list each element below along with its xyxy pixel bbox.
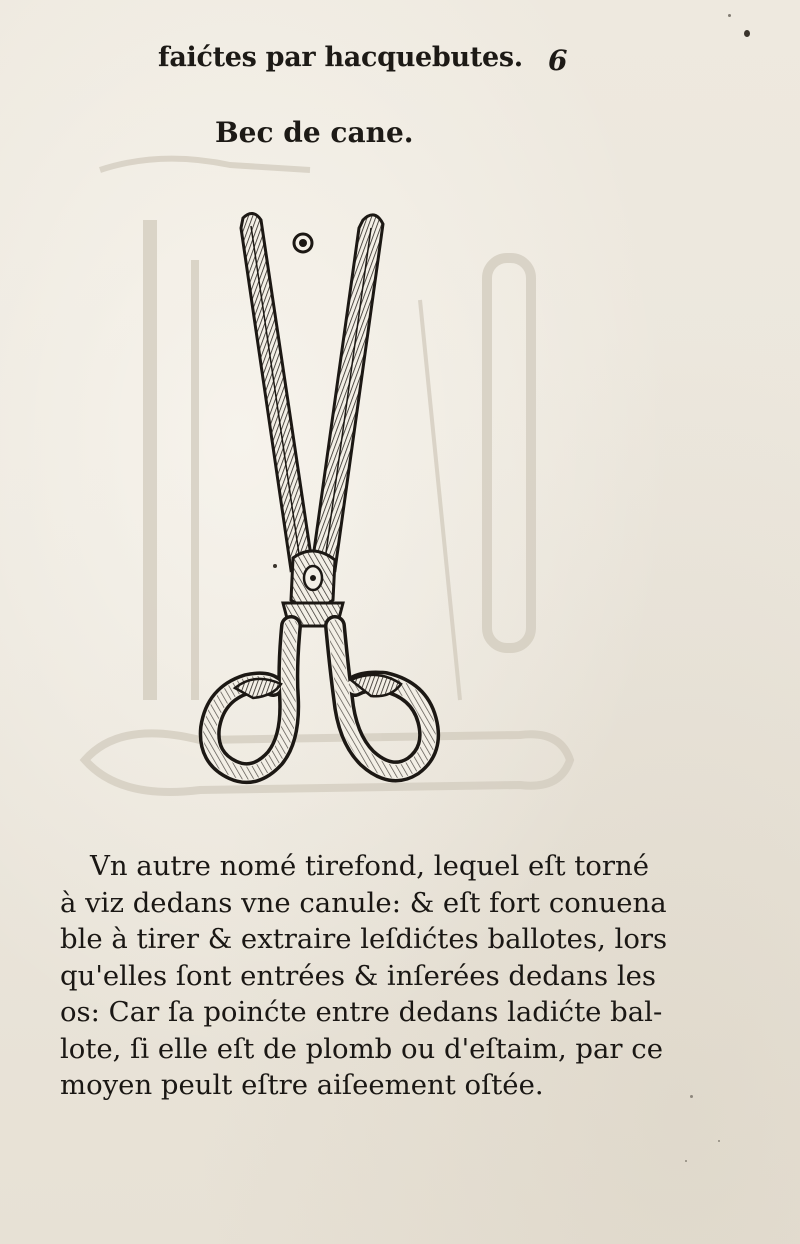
running-head: faićtes par hacquebutes.: [158, 42, 523, 73]
body-line: à viz dedans vne canule: & eſt fort conuena: [60, 886, 667, 919]
paper-speck: [273, 564, 277, 568]
body-line: ble à tirer & extraire leſdićtes ballotes, lors: [60, 923, 668, 955]
paper-speck: [744, 30, 750, 37]
body-line: os: Car ſa poinćte entre dedans ladićte bal-: [60, 996, 663, 1028]
folio-number: 6: [548, 44, 568, 77]
paper-speck: [718, 1140, 720, 1142]
paper-speck: [685, 1160, 687, 1162]
body-line: lote, ſi elle eſt de plomb ou d'eſtaim, par ce: [60, 1032, 663, 1065]
paper-speck: [690, 1095, 693, 1098]
figure-caption: Bec de cane.: [215, 116, 414, 149]
body-line: Vn autre nomé tirefond, lequel eſt torné: [90, 850, 649, 882]
body-line: qu'elles ſont entrées & inſerées dedans les: [60, 959, 657, 992]
body-paragraph: [60, 848, 668, 1104]
body-line: moyen peult eſtre aiſeement oſtée.: [60, 1069, 544, 1101]
bec-de-cane-extractor-icon: [195, 198, 445, 788]
paper-speck: [728, 14, 731, 17]
